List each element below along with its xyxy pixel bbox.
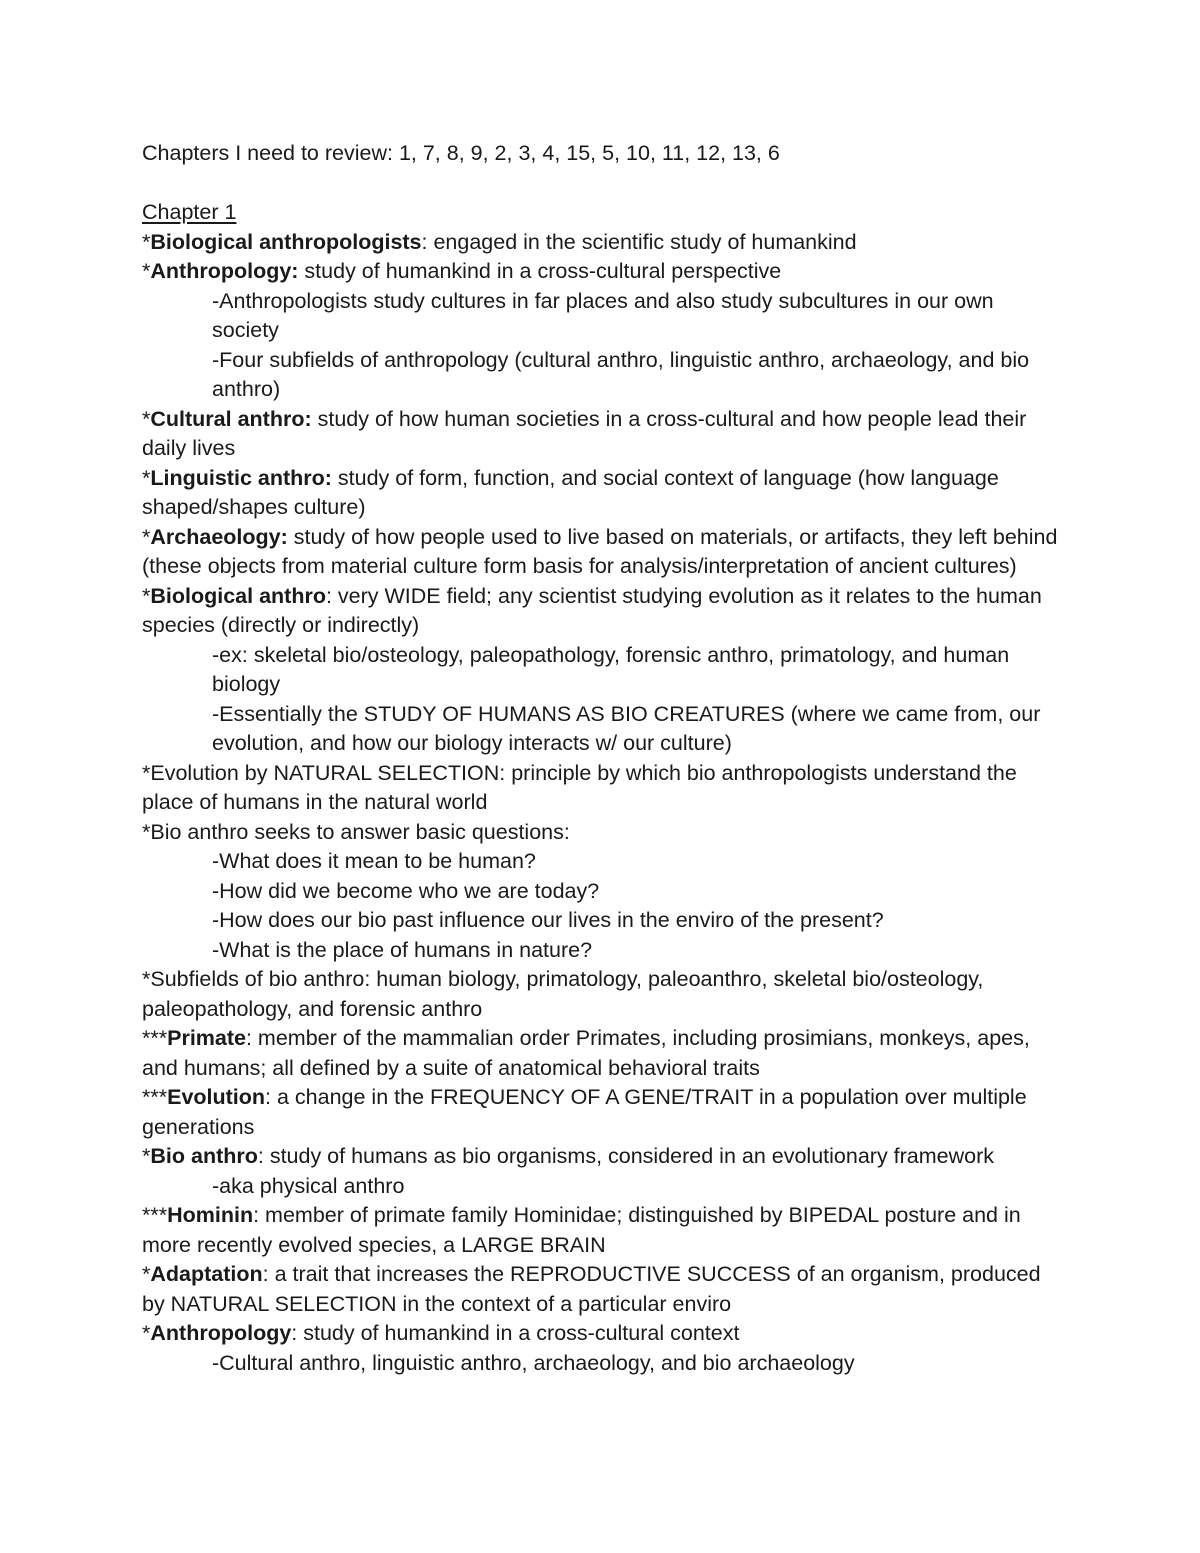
entry-marker: * bbox=[142, 583, 151, 608]
chapter-heading: Chapter 1 bbox=[142, 200, 237, 224]
sub-point: -What is the place of humans in nature? bbox=[212, 937, 593, 962]
definition-entry bbox=[142, 1319, 1062, 1349]
sub-point: -Cultural anthro, linguistic anthro, archaeology, and bio archaeology bbox=[212, 1350, 855, 1375]
definition-entry bbox=[142, 1260, 1062, 1319]
blank-line bbox=[142, 169, 1062, 199]
entry-text: *Subfields of bio anthro: human biology, primatology, paleoanthro, skeletal bio/osteology, paleopathology, and forensic anthro bbox=[142, 967, 984, 1021]
entry-term: Hominin bbox=[167, 1203, 254, 1227]
entry-marker: * bbox=[142, 229, 151, 254]
entry-term: Anthropology bbox=[150, 1321, 292, 1345]
entry-term: Evolution bbox=[167, 1085, 266, 1109]
entry-marker: *** bbox=[142, 1026, 168, 1050]
entry-marker: * bbox=[142, 465, 151, 490]
entry-term: Bio anthro bbox=[150, 1144, 258, 1168]
entry-term: Biological anthropologists bbox=[150, 229, 422, 254]
entry-text: : member of primate family Hominidae; distinguished by BIPEDAL posture and in more recently evolved species, a LARGE BRAIN bbox=[142, 1203, 1021, 1257]
review-chapters-line: Chapters I need to review: 1, 7, 8, 9, 2, 3, 4, 15, 5, 10, 11, 12, 13, 6 bbox=[142, 141, 780, 165]
entry-text: : member of the mammalian order Primates, including prosimians, monkeys, apes, and humans; all defined by a suite of anatomical behavioral traits bbox=[142, 1026, 1030, 1080]
sub-point: -ex: skeletal bio/osteology, paleopathology, forensic anthro, primatology, and human biology bbox=[212, 642, 1010, 696]
entry-marker: * bbox=[142, 524, 151, 549]
entry-term: Anthropology: bbox=[150, 259, 299, 283]
entry-text: study of how people used to live based on materials, or artifacts, they left behind (these objects from material culture form basis for analysis/interpretation of ancient cultures) bbox=[142, 524, 1058, 578]
entry-text: *Evolution by NATURAL SELECTION: principle by which bio anthropologists understand the place of humans in the natural world bbox=[142, 760, 1017, 814]
entry-term: Biological anthro bbox=[150, 583, 326, 608]
entry-marker: * bbox=[142, 1144, 151, 1168]
entry-marker: * bbox=[142, 1321, 151, 1345]
definition-entry bbox=[142, 405, 1062, 464]
sub-point: -How did we become who we are today? bbox=[212, 878, 600, 903]
definition-entry bbox=[142, 965, 1062, 1024]
entry-marker: * bbox=[142, 406, 151, 431]
sub-point: -Essentially the STUDY OF HUMANS AS BIO CREATURES (where we came from, our evolution, and how our biology interacts w/ our culture) bbox=[212, 701, 1041, 755]
definition-entry bbox=[142, 228, 1062, 258]
entry-text: *Bio anthro seeks to answer basic questions: bbox=[142, 819, 570, 844]
entry-text: : very WIDE field; any scientist studying evolution as it relates to the human species (directly or indirectly) bbox=[142, 583, 1042, 637]
entry-text: : a change in the FREQUENCY OF A GENE/TRAIT in a population over multiple generations bbox=[142, 1085, 1027, 1139]
sub-point: -aka physical anthro bbox=[212, 1173, 405, 1198]
definition-entry bbox=[142, 1024, 1062, 1083]
entry-marker: *** bbox=[142, 1203, 168, 1227]
definition-entry bbox=[142, 1083, 1062, 1142]
entry-text: study of how human societies in a cross-cultural and how people lead their daily lives bbox=[142, 406, 1027, 460]
definition-entry bbox=[142, 464, 1062, 523]
entry-text: : study of humans as bio organisms, considered in an evolutionary framework bbox=[257, 1144, 995, 1168]
entry-text: : a trait that increases the REPRODUCTIVE SUCCESS of an organism, produced by NATURAL SELECTION in the context of a particular enviro bbox=[142, 1262, 1041, 1316]
entry-term: Archaeology: bbox=[150, 524, 288, 549]
entry-text: : study of humankind in a cross-cultural context bbox=[291, 1321, 740, 1345]
entry-term: Cultural anthro: bbox=[150, 406, 312, 431]
notes-entries bbox=[142, 228, 1062, 1379]
entry-marker: *** bbox=[142, 1085, 168, 1109]
entry-text: study of humankind in a cross-cultural perspective bbox=[298, 259, 782, 283]
entry-term: Primate bbox=[167, 1026, 246, 1050]
definition-entry bbox=[142, 523, 1062, 582]
sub-point: -Anthropologists study cultures in far places and also study subcultures in our own society bbox=[212, 288, 994, 342]
entry-term: Adaptation bbox=[150, 1262, 263, 1286]
entry-term: Linguistic anthro: bbox=[150, 465, 332, 490]
entry-text: : engaged in the scientific study of humankind bbox=[421, 229, 857, 254]
notes-body bbox=[142, 139, 1062, 1378]
entry-marker: * bbox=[142, 259, 151, 283]
definition-entry bbox=[142, 759, 1062, 818]
entry-text: study of form, function, and social context of language (how language shaped/shapes culture) bbox=[142, 465, 999, 519]
definition-entry bbox=[142, 1142, 1062, 1172]
definition-entry bbox=[142, 582, 1062, 641]
sub-point: -Four subfields of anthropology (cultural anthro, linguistic anthro, archaeology, and bio anthro) bbox=[212, 347, 1030, 401]
entry-marker: * bbox=[142, 1262, 151, 1286]
definition-entry bbox=[142, 257, 1062, 287]
definition-entry bbox=[142, 818, 1062, 848]
sub-point: -What does it mean to be human? bbox=[212, 849, 536, 873]
definition-entry bbox=[142, 1201, 1062, 1260]
sub-point: -How does our bio past influence our lives in the enviro of the present? bbox=[212, 908, 884, 932]
